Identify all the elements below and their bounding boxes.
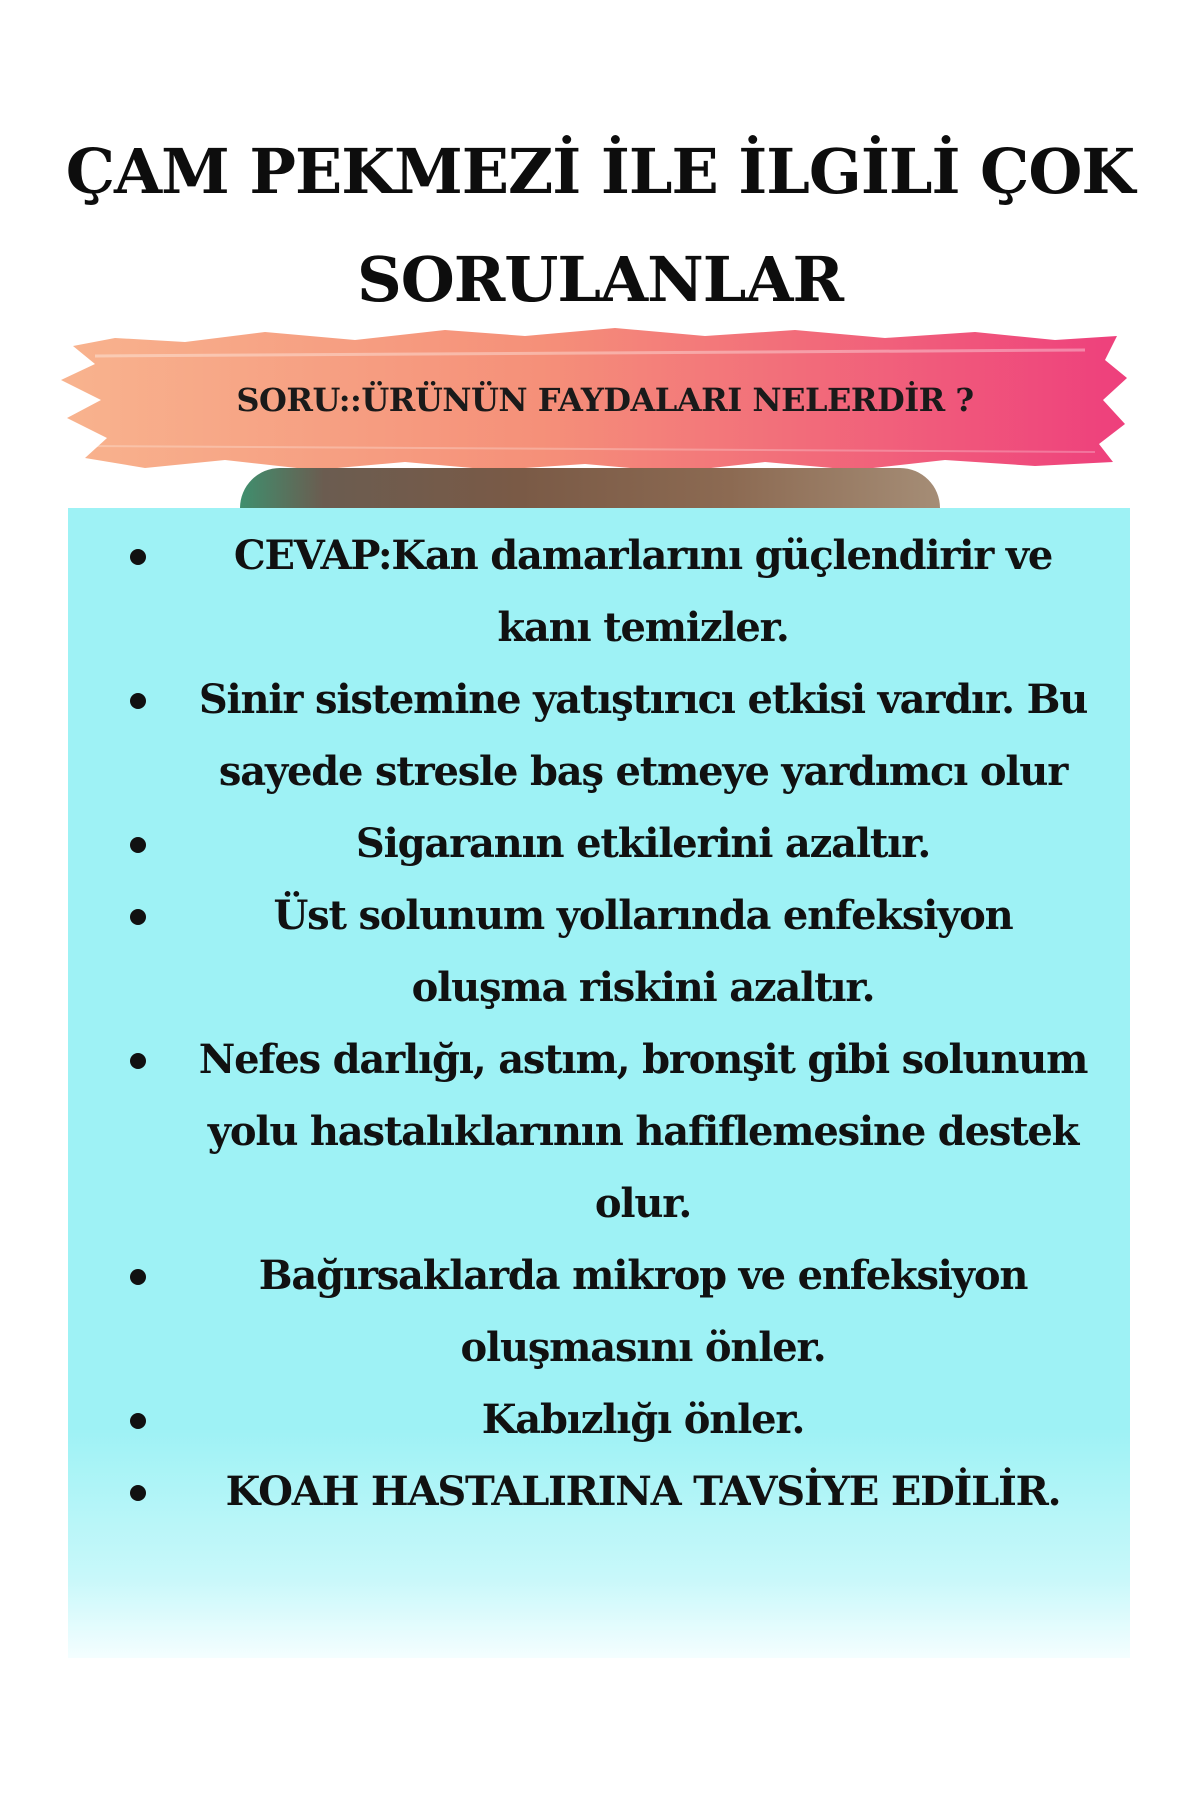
answer-item <box>68 1024 1130 1240</box>
answer-text: Nefes darlığı, astım, bronşit gibi solunum yolu hastalıklarının hafiflemesine destek olur. <box>198 1036 1088 1227</box>
bullet-icon <box>130 909 146 925</box>
answer-text: CEVAP:Kan damarlarını güçlendirir ve kanı temizler. <box>233 532 1053 651</box>
bullet-icon <box>130 1485 146 1501</box>
bullet-icon <box>130 549 146 565</box>
answer-text: Sigaranın etkilerini azaltır. <box>355 820 931 867</box>
bullet-icon <box>130 837 146 853</box>
answer-item <box>68 1456 1130 1528</box>
bullet-icon <box>130 1053 146 1069</box>
answers-list <box>68 520 1130 1528</box>
title-line-1: ÇAM PEKMEZİ İLE İLGİLİ ÇOK <box>65 135 1135 208</box>
answer-item <box>68 808 1130 880</box>
question-banner <box>55 320 1135 480</box>
page-title <box>40 118 1160 334</box>
title-line-2: SORULANLAR <box>357 243 843 316</box>
answer-text: Kabızlığı önler. <box>481 1396 805 1443</box>
answer-text: Sinir sistemine yatıştırıcı etkisi vardır. Bu sayede stresle baş etmeye yardımcı olur <box>198 676 1088 795</box>
answer-text: Bağırsaklarda mikrop ve enfeksiyon oluşmasını önler. <box>258 1252 1028 1371</box>
answer-text: KOAH HASTALIRINA TAVSİYE EDİLİR. <box>225 1468 1061 1515</box>
answer-item <box>68 664 1130 808</box>
bullet-icon <box>130 1269 146 1285</box>
answer-item <box>68 880 1130 1024</box>
product-photo-edge <box>240 468 940 510</box>
answer-text: Üst solunum yollarında enfeksiyon oluşma riskini azaltır. <box>273 892 1013 1011</box>
question-text: SORU::ÜRÜNÜN FAYDALARI NELERDİR ? <box>236 381 974 419</box>
answer-item <box>68 520 1130 664</box>
bullet-icon <box>130 693 146 709</box>
answer-item <box>68 1240 1130 1384</box>
answers-panel <box>68 508 1130 1658</box>
bullet-icon <box>130 1413 146 1429</box>
answer-item <box>68 1384 1130 1456</box>
